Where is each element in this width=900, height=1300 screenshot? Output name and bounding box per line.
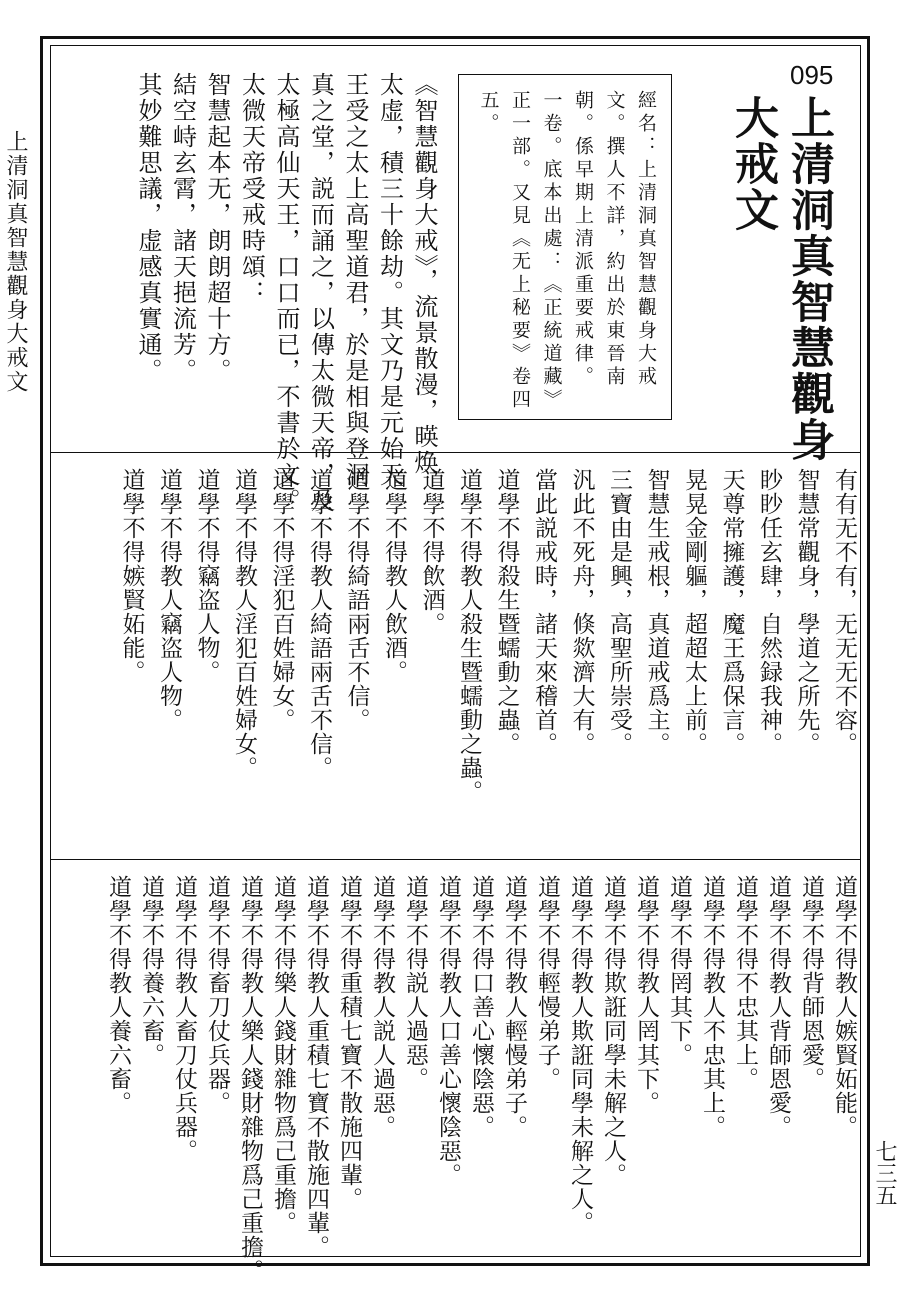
text-line: 道學不得飲酒。: [418, 468, 445, 636]
text-line: 道學不得欺誑同學未解之人。: [600, 875, 626, 1187]
text-line: 道學不得教人竊盗人物。: [156, 468, 182, 732]
text-line: 道學不得教人口善心懷陰惡。: [435, 875, 461, 1187]
text-line: 智慧起本无，朗朗超十方。: [203, 72, 231, 384]
text-line: 道學不得教人嫉賢妬能。: [831, 875, 857, 1139]
section-divider-bottom: [50, 859, 861, 860]
text-line: 道學不得淫犯百姓婦女。: [268, 468, 295, 732]
text-line: 道學不得竊盗人物。: [193, 468, 220, 684]
info-line: 五。: [477, 90, 500, 136]
text-line: 智慧生戒根，真道戒爲主。: [643, 468, 670, 756]
text-line: 當此説戒時，諸天來稽首。: [531, 468, 557, 756]
page-number: 七三五: [872, 1140, 897, 1206]
info-line: 文。撰人不詳，約出於東晉南: [603, 90, 626, 389]
text-line: 道學不得口善心懷陰惡。: [468, 875, 494, 1139]
text-line: 道學不得教人綺語兩舌不信。: [306, 468, 332, 780]
text-line: 道學不得教人欺誑同學未解之人。: [567, 875, 593, 1235]
text-line: 道學不得重積七寶不散施四輩。: [336, 875, 362, 1211]
text-line: 道學不得説人過惡。: [402, 875, 428, 1091]
text-line: 道學不得綺語兩舌不信。: [343, 468, 370, 732]
info-line: 朝。係早期上清派重要戒律。: [572, 90, 594, 389]
text-line: 眇眇任玄肆，自然録我神。: [756, 468, 782, 756]
text-line: 太極高仙天王，口口而已，不書於文。: [272, 72, 300, 514]
text-line: 道學不得教人重積七寶不散施四輩。: [303, 875, 329, 1259]
text-line: 道學不得養六畜。: [138, 875, 164, 1067]
text-line: 道學不得教人背師恩愛。: [765, 875, 791, 1139]
info-line: 正一部。又見《无上秘要》卷四: [509, 90, 531, 412]
text-line: 道學不得教人養六畜。: [105, 875, 131, 1115]
text-line: 結空峙玄霄，諸天挹流芳。: [168, 72, 197, 384]
text-line: 晃晃金剛軀，超超太上前。: [681, 468, 707, 756]
entry-number: 095: [790, 60, 834, 90]
text-line: 道學不得教人飲酒。: [381, 468, 407, 684]
text-line: 智慧常觀身，學道之所先。: [793, 468, 820, 756]
text-line: 有有无不有，无无无不容。: [831, 468, 857, 756]
text-line: 道學不得教人殺生暨蠕動之蟲。: [456, 468, 482, 804]
text-line: 王受之太上高聖道君，於是相與登洞: [341, 72, 369, 488]
text-line: 天尊常擁護，魔王爲保言。: [718, 468, 745, 756]
text-line: 其妙難思議，虚感真實通。: [134, 72, 162, 384]
text-line: 道學不得教人不忠其上。: [699, 875, 725, 1139]
info-line: 一卷。底本出處：《正統道藏》: [540, 90, 563, 412]
text-line: 太微天帝受戒時頌：: [237, 72, 266, 306]
text-line: 三寶由是興，高聖所崇受。: [606, 468, 632, 756]
text-line: 道學不得樂人錢財雜物爲己重擔。: [270, 875, 296, 1235]
text-line: 道學不得背師恩愛。: [798, 875, 824, 1091]
text-line: 道學不得畜刀仗兵器。: [204, 875, 230, 1115]
text-line: 道學不得嫉賢妬能。: [118, 468, 145, 684]
section-divider-top: [50, 452, 861, 453]
text-line: 道學不得輕慢弟子。: [534, 875, 560, 1091]
text-line: 道學不得殺生暨蠕動之蟲。: [493, 468, 520, 756]
text-line: 道學不得教人罔其下。: [633, 875, 659, 1115]
text-line: 汎此不死舟，倏欻濟大有。: [568, 468, 595, 756]
text-line: 道學不得教人樂人錢財雜物爲己重擔。: [237, 875, 263, 1283]
text-line: 道學不得教人説人過惡。: [369, 875, 395, 1139]
text-line: 《智慧觀身大戒》，流景散漫，暎焕: [410, 72, 438, 476]
text-line: 太虚，積三十餘劫。其文乃是元始天: [375, 72, 404, 488]
info-line: 經名：上清洞真智慧觀身大戒: [635, 90, 657, 389]
text-line: 道學不得教人畜刀仗兵器。: [171, 875, 197, 1163]
side-running-title: 上清洞真智慧觀身大戒文: [3, 130, 28, 394]
entry-title-line2: 大戒文: [727, 95, 778, 233]
text-line: 真之堂，説而誦之，以傳太微天帝，及: [306, 72, 335, 514]
text-line: 道學不得罔其下。: [666, 875, 692, 1067]
text-line: 道學不得不忠其上。: [732, 875, 758, 1091]
text-line: 道學不得教人輕慢弟子。: [501, 875, 527, 1139]
entry-title-line1: 上清洞真智慧觀身: [783, 95, 834, 463]
text-line: 道學不得教人淫犯百姓婦女。: [231, 468, 257, 780]
